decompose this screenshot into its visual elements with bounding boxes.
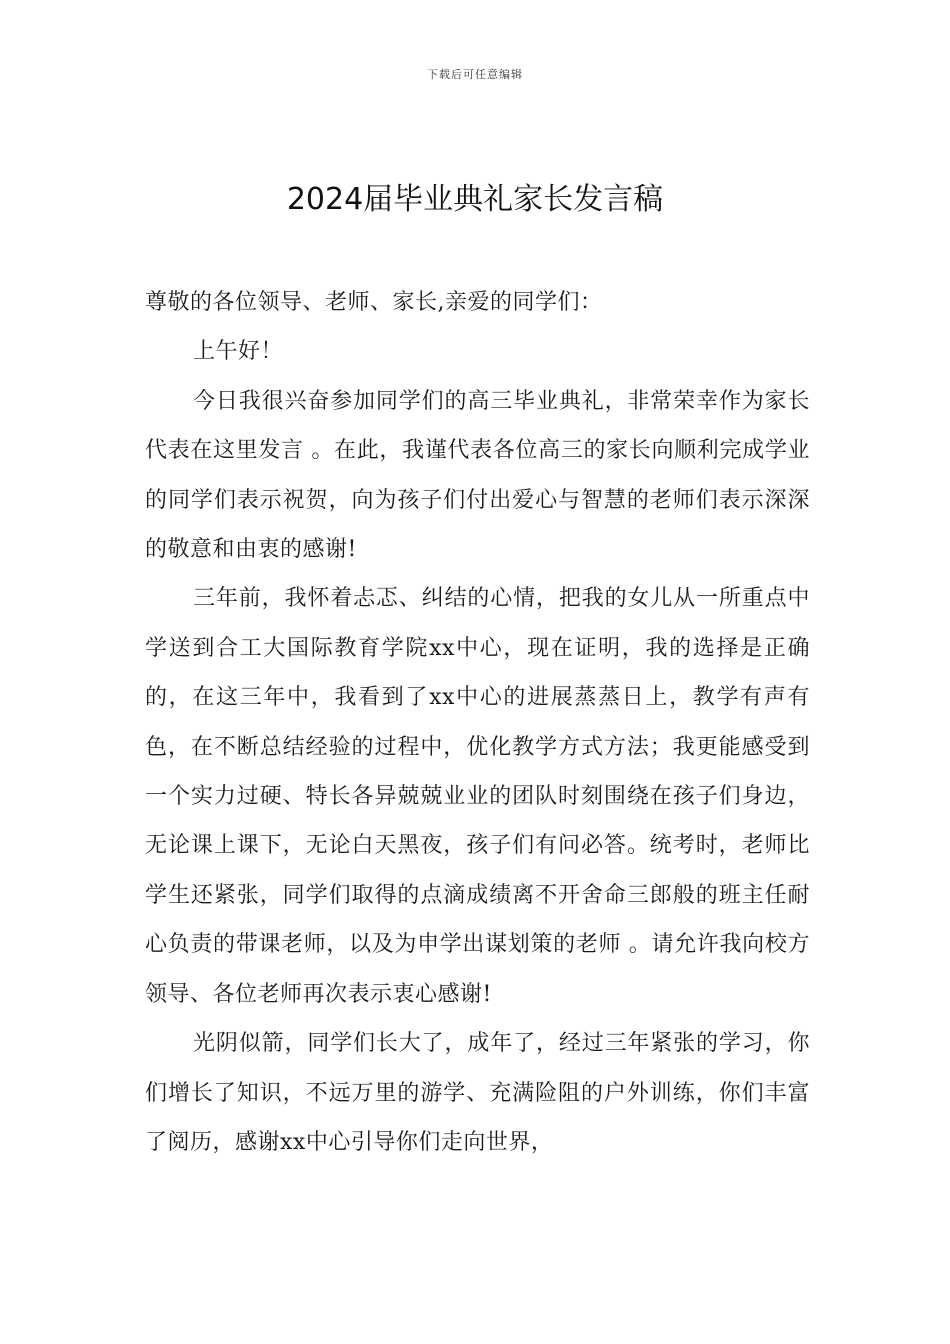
- paragraph: 光阴似箭，同学们长大了，成年了，经过三年紧张的学习，你们增长了知识，不远万里的游学、充满险阻的户外训练，你们丰富了阅历，感谢xx中心引导你们走向世界，: [145, 1031, 810, 1155]
- page-header-note: 下载后可任意编辑: [427, 68, 523, 81]
- paragraph: 今日我很兴奋参加同学们的高三毕业典礼，非常荣幸作为家长代表在这里发言 。在此，我谨代表各位高三的家长向顺利完成学业的同学们表示祝贺，向为孩子们付出爱心与智慧的老师们表示深深的敬意和由衷的感谢!: [145, 388, 810, 563]
- paragraph: 三年前，我怀着忐忑、纠结的心情，把我的女儿从一所重点中学送到合工大国际教育学院xx中心，现在证明，我的选择是正确的，在这三年中，我看到了xx中心的进展蒸蒸日上，教学有声有色，在不断总结经验的过程中，优化教学方式方法；我更能感受到一个实力过硬、特长各异兢兢业业的团队时刻围绕在孩子们身边，无论课上课下，无论白天黑夜，孩子们有问必答。统考时，老师比学生还紧张，同学们取得的点滴成绩离不开舍命三郎般的班主任耐心负责的带课老师，以及为申学出谋划策的老师 。请允许我向校方领导、各位老师再次表示衷心感谢!: [145, 586, 810, 1007]
- document-title: 2024届毕业典礼家长发言稿: [286, 182, 664, 217]
- greeting: 上午好！: [193, 339, 284, 365]
- document-body: [145, 278, 810, 1167]
- salutation: 尊敬的各位领导、老师、家长,亲爱的同学们：: [145, 290, 603, 315]
